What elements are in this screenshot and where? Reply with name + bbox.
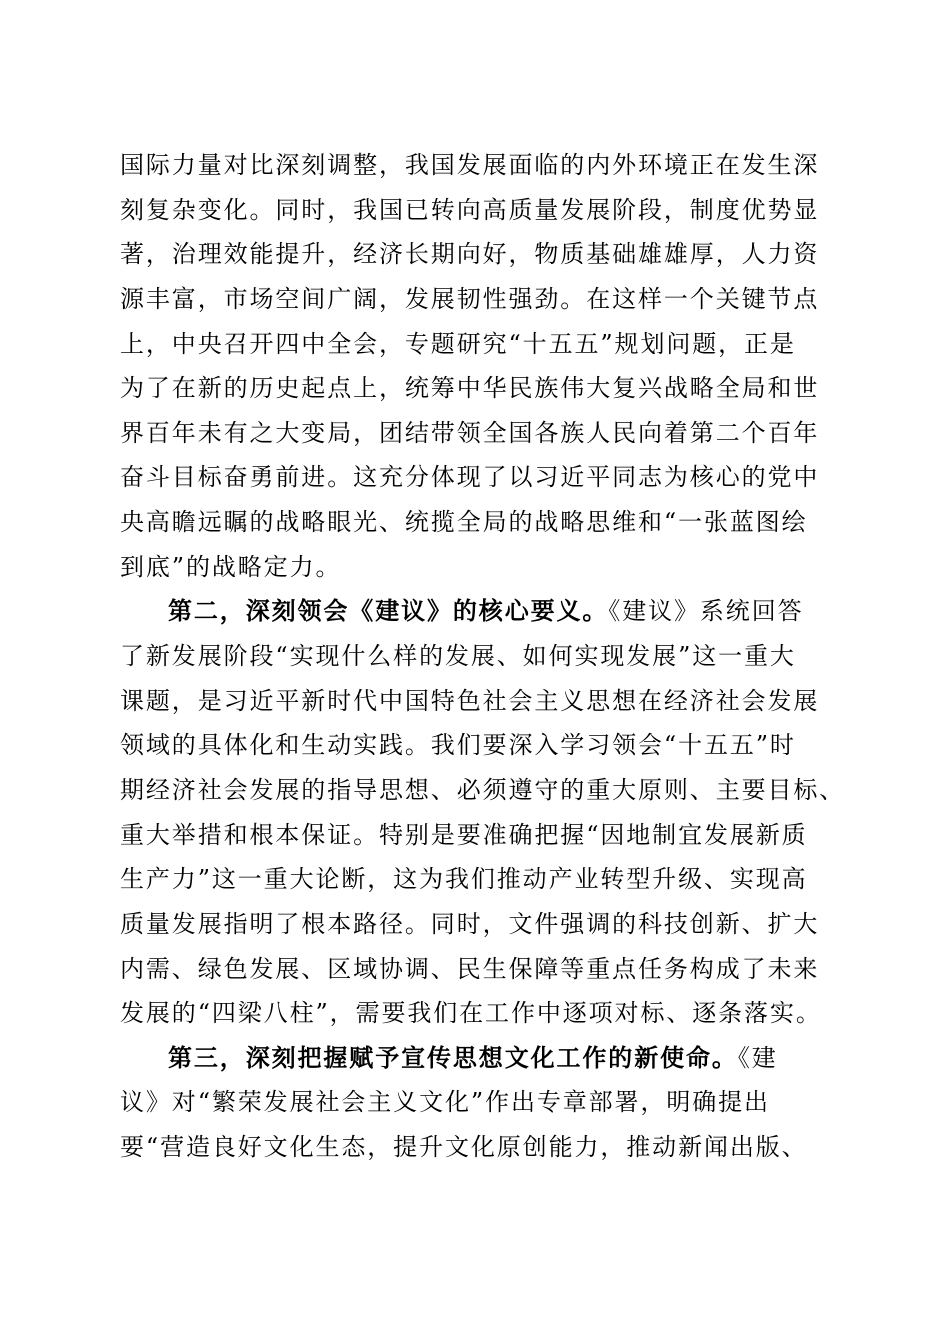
- text-line: [120, 947, 840, 992]
- paragraph-first-line: [120, 1036, 840, 1081]
- line-text: 奋斗目标奋勇前进。这充分体现了以习近平同志为核心的党中: [120, 463, 820, 492]
- line-text: 课题，是习近平新时代中国特色社会主义思想在经济社会发展: [120, 686, 820, 715]
- line-text: 到底”的战略定力。: [120, 552, 342, 581]
- line-text: 著，治理效能提升，经济长期向好，物质基础雄雄厚，人力资: [120, 240, 820, 269]
- section-heading-text: 第三，深刻把握赋予宣传思想文化工作的新使命。: [168, 1042, 738, 1072]
- section-heading-text: 第二，深刻领会《建议》的核心要义。: [168, 596, 609, 626]
- line-text: 要“营造良好文化生态，提升文化原创能力，推动新闻出版、: [120, 1133, 808, 1162]
- line-text: 了新发展阶段“实现什么样的发展、如何实现发展”这一重大: [120, 642, 796, 671]
- line-text: 《建: [737, 1043, 778, 1072]
- body-text: [120, 143, 846, 1170]
- line-text: 发展的“四梁八柱”，需要我们在工作中逐项对标、逐条落实。: [120, 999, 822, 1028]
- text-line: [120, 679, 840, 724]
- text-line: [120, 366, 840, 411]
- text-line: [120, 455, 840, 500]
- line-text: 质量发展指明了根本路径。同时，文件强调的科技创新、扩大: [120, 909, 820, 938]
- text-line: [120, 857, 840, 902]
- text-line: [120, 232, 840, 277]
- line-text: 期经济社会发展的指导思想、必须遵守的重大原则、主要目标、: [120, 775, 846, 804]
- text-line: [120, 1125, 840, 1170]
- line-text: 国际力量对比深刻调整，我国发展面临的内外环境正在发生深: [120, 151, 820, 179]
- line-text: 议》对“繁荣发展社会主义文化”作出专章部署，明确提出: [120, 1088, 770, 1117]
- text-line: [120, 723, 840, 768]
- text-line: [120, 411, 840, 456]
- paragraph-first-line: [120, 589, 840, 634]
- line-text: 领域的具体化和生动实践。我们要深入学习领会“十五五”时: [120, 731, 796, 760]
- line-text: 重大举措和根本保证。特别是要准确把握“因地制宜发展新质: [120, 820, 808, 849]
- text-line: [120, 322, 840, 367]
- text-line: [120, 991, 840, 1036]
- text-line: [120, 277, 840, 322]
- text-line: [120, 500, 840, 545]
- text-line: [120, 634, 840, 679]
- line-text: 为了在新的历史起点上，统筹中华民族伟大复兴战略全局和世: [120, 374, 820, 403]
- text-line: [120, 188, 840, 233]
- line-text: 刻复杂变化。同时，我国已转向高质量发展阶段，制度优势显: [120, 195, 820, 224]
- line-text: 上，中央召开四中全会，专题研究“十五五”规划问题，正是: [120, 329, 796, 358]
- text-line: [120, 545, 840, 590]
- line-text: 《建议》系统回答: [608, 597, 804, 626]
- line-text: 央高瞻远瞩的战略眼光、统揽全局的战略思维和“一张蓝图绘: [120, 508, 808, 537]
- text-line: [120, 902, 840, 947]
- line-text: 源丰富，市场空间广阔，发展韧性强劲。在这样一个关键节点: [120, 284, 820, 313]
- text-line: [120, 768, 846, 813]
- text-line: [120, 143, 840, 188]
- line-text: 生产力”这一重大论断，这为我们推动产业转型升级、实现高: [120, 865, 808, 894]
- text-line: [120, 813, 840, 858]
- text-line: [120, 1080, 840, 1125]
- line-text: 界百年未有之大变局，团结带领全国各族人民向着第二个百年: [120, 418, 820, 447]
- line-text: 内需、绿色发展、区域协调、民生保障等重点任务构成了未来: [120, 954, 820, 983]
